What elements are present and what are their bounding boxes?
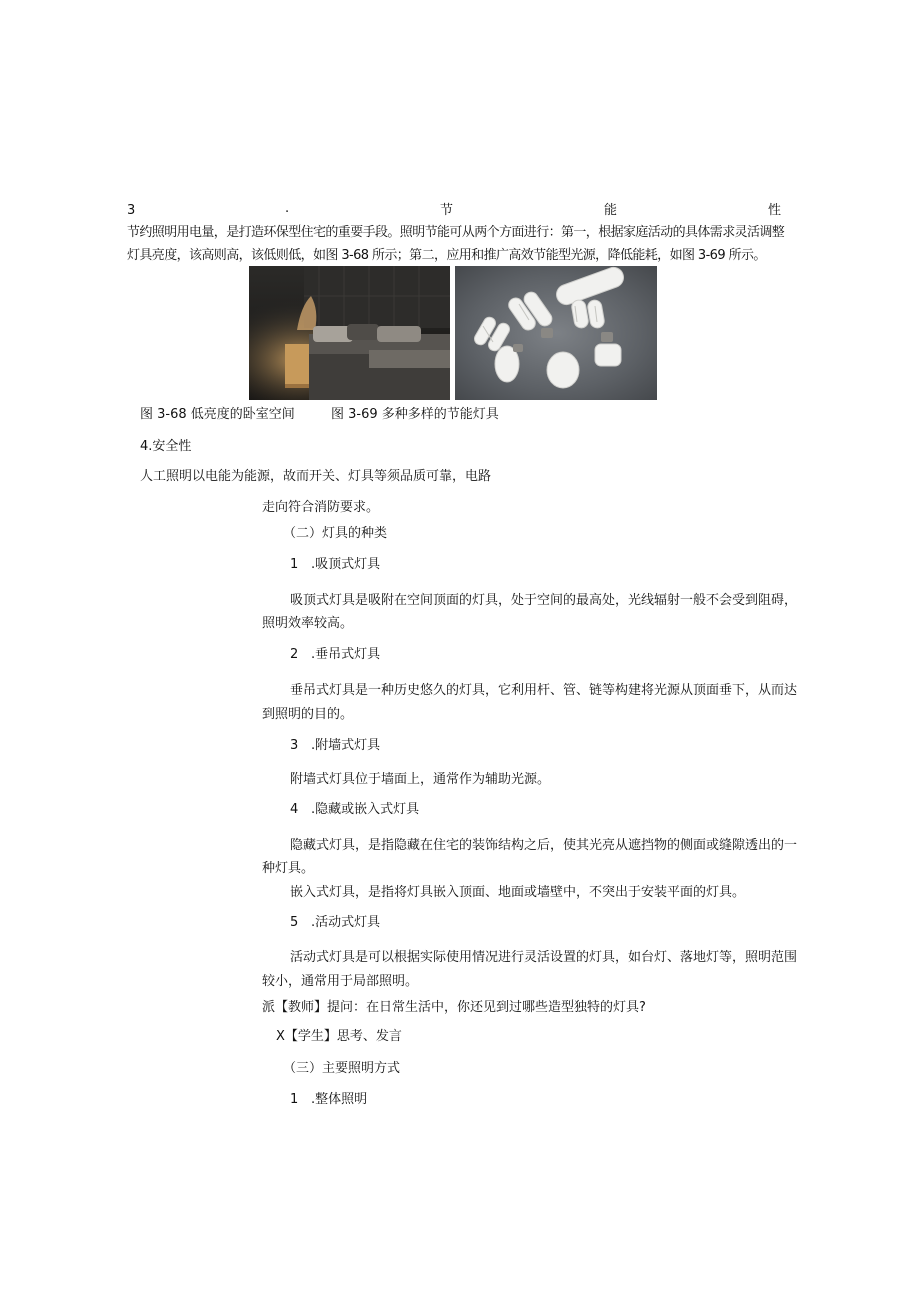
type-3-number: 3 [290, 738, 299, 753]
energy-paragraph-line-2: 灯具亮度，该高则高，该低则低，如图 3-68 所示；第二，应用和推广高效节能型光源，降低能耗，如图 3-69 所示。 [127, 248, 766, 263]
heading-3-char-3: 性 [768, 203, 782, 218]
bedroom-figure-image [249, 266, 450, 400]
figure-3-68-caption: 图 3-68 低亮度的卧室空间 [140, 407, 295, 422]
heading-3-char-1: 节 [440, 203, 454, 218]
type-5-desc-line-2: 较小，通常用于局部照明。 [262, 974, 419, 989]
safety-paragraph-line-2: 走向符合消防要求。 [262, 500, 380, 515]
type-1-desc-line-2: 照明效率较高。 [262, 616, 354, 631]
type-1-desc-line-1: 吸顶式灯具是吸附在空间顶面的灯具，处于空间的最高处，光线辐射一般不会受到阻碍， [290, 593, 798, 608]
type-1-title: .吸顶式灯具 [311, 557, 381, 572]
item-1-title: .整体照明 [311, 1092, 368, 1107]
type-4-number: 4 [290, 802, 299, 817]
type-3-title: .附墙式灯具 [311, 738, 381, 753]
type-2-number: 2 [290, 647, 299, 662]
teacher-question: 派【教师】提问：在日常生活中，你还见到过哪些造型独特的灯具? [262, 1000, 646, 1015]
section-3-title: （三）主要照明方式 [283, 1061, 401, 1076]
heading-3-number: 3 [127, 203, 136, 218]
energy-paragraph-line-1: 节约照明用电量，是打造环保型住宅的重要手段。照明节能可从两个方面进行：第一，根据家庭活动的具体需求灵活调整 [127, 225, 785, 240]
type-5-desc-line-1: 活动式灯具是可以根据实际使用情况进行灵活设置的灯具，如台灯、落地灯等，照明范围 [290, 950, 798, 965]
type-2-title: .垂吊式灯具 [311, 647, 381, 662]
type-2-desc-line-1: 垂吊式灯具是一种历史悠久的灯具，它利用杆、管、链等构建将光源从顶面垂下，从而达 [290, 683, 798, 698]
item-1-number: 1 [290, 1092, 299, 1107]
safety-paragraph-line-1: 人工照明以电能为能源，故而开关、灯具等须品质可靠，电路 [140, 469, 492, 484]
type-4-desc-line-1: 隐藏式灯具，是指隐藏在住宅的装饰结构之后，使其光亮从遮挡物的侧面或缝隙透出的一 [290, 838, 798, 853]
type-5-title: .活动式灯具 [311, 915, 381, 930]
type-1-number: 1 [290, 557, 299, 572]
type-4-title: .隐藏或嵌入式灯具 [311, 802, 420, 817]
type-3-desc-line-1: 附墙式灯具位于墙面上，通常作为辅助光源。 [290, 772, 551, 787]
student-response: X【学生】思考、发言 [276, 1029, 402, 1044]
section-2-title: （二）灯具的种类 [283, 526, 388, 541]
type-2-desc-line-2: 到照明的目的。 [262, 707, 354, 722]
figure-3-69-caption: 图 3-69 多种多样的节能灯具 [331, 407, 499, 422]
bulbs-figure-image [455, 266, 657, 400]
type-4-desc-line-2: 种灯具。 [262, 861, 315, 876]
heading-3-dot: . [285, 201, 290, 216]
type-4-desc-line-3: 嵌入式灯具，是指将灯具嵌入顶面、地面或墙壁中，不突出于安装平面的灯具。 [290, 885, 746, 900]
type-5-number: 5 [290, 915, 299, 930]
heading-3-char-2: 能 [604, 203, 618, 218]
heading-4-safety: 4.安全性 [140, 439, 192, 454]
